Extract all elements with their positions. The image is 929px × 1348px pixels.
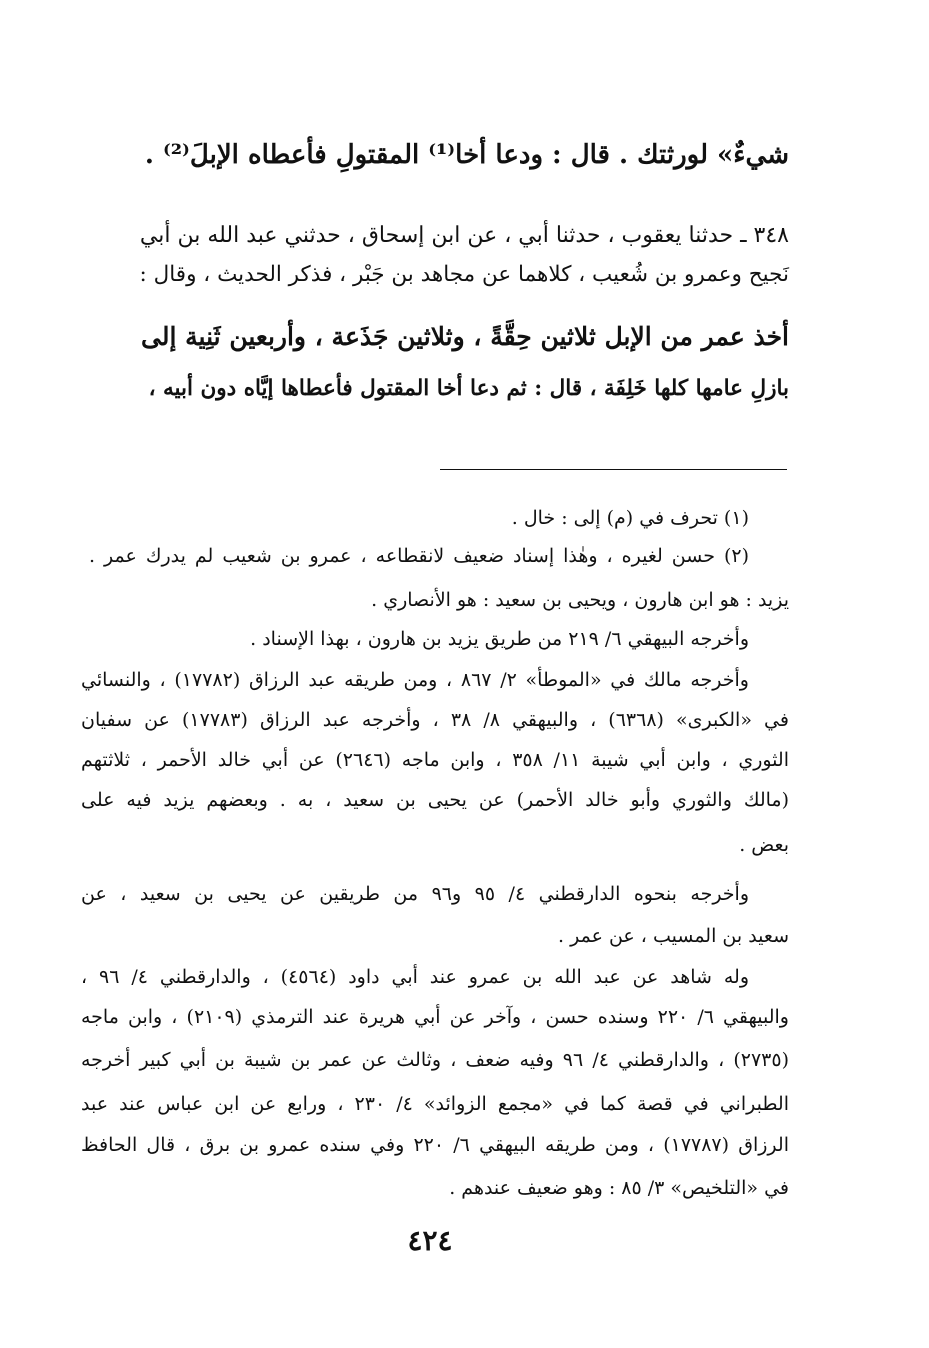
- footnote-2-line: (مالك والثوري وأبو خالد الأحمر) عن يحيى بن سعيد ، به . وبعضهم يزيد فيه على: [81, 789, 789, 811]
- footnote-2-line: (٢) حسن لغيره ، وهٰذا إسناد ضعيف لانقطاعه ، عمرو بن شعيب لم يدرك عمر .: [89, 545, 749, 567]
- footnote-2-line: الثوري ، وابن أبي شيبة ١١/ ٣٥٨ ، وابن ماجه (٢٦٤٦) عن أبي خالد الأحمر ، ثلاثتهم: [81, 749, 789, 771]
- footnote-2-line: وأخرجه مالك في «الموطأ» ٢/ ٨٦٧ ، ومن طريقه عبد الرزاق (١٧٧٨٢) ، والنسائي: [81, 669, 749, 691]
- footnote-2-line: (٢٧٣٥) ، والدارقطني ٤/ ٩٦ وفيه ضعف ، وثالث عن عمر بن شيبة بن أبي كبير أخرجه: [81, 1049, 789, 1071]
- footnote-1: (١) تحرف في (م) إلى : خال .: [511, 507, 749, 529]
- page-number: ٤٢٤: [407, 1224, 453, 1257]
- footnote-2-line: وأخرجه البيهقي ٦/ ٢١٩ من طريق يزيد بن هارون ، بهذا الإسناد .: [250, 628, 749, 650]
- footnote-2-line: سعيد بن المسيب ، عن عمر .: [558, 925, 789, 947]
- footnote-2-line: الرزاق (١٧٧٨٧) ، ومن طريقه البيهقي ٦/ ٢٢٠ وفي سنده عمرو بن برق ، قال الحافظ: [81, 1134, 789, 1156]
- hadith-348-matn-line-1: أخذ عمر من الإبل ثلاثين حِقَّةً ، وثلاثين جَذَعة ، وأربعين ثَنِية إلى: [141, 322, 789, 351]
- footnote-2-line: في «التلخيص» ٣/ ٨٥ : وهو ضعيف عندهم .: [449, 1177, 789, 1199]
- footnote-2-line: الطبراني في قصة كما في «مجمع الزوائد» ٤/ ٢٣٠ ، ورابع عن ابن عباس عند عبد: [81, 1093, 789, 1115]
- footnote-2-line: وأخرجه بنحوه الدارقطني ٤/ ٩٥ و٩٦ من طريقين عن يحيى بن سعيد ، عن: [81, 883, 750, 905]
- footnote-2-line: وله شاهد عن عبد الله بن عمرو عند أبي داود (٤٥٦٤) ، والدارقطني ٤/ ٩٦ ،: [81, 966, 750, 988]
- footnote-2-line: في «الكبرى» (٦٣٦٨) ، والبيهقي ٨/ ٣٨ ، وأخرجه عبد الرزاق (١٧٧٨٣) عن سفيان: [81, 709, 789, 731]
- hadith-348-isnad-line-2: نَجيح وعمرو بن شُعيب ، كلاهما عن مجاهد بن جَبْر ، فذكر الحديث ، وقال :: [139, 262, 789, 287]
- footnote-2-line: بعض .: [739, 834, 789, 856]
- footnote-2-line: يزيد : هو ابن هارون ، ويحيى بن سعيد : هو الأنصاري .: [371, 589, 789, 611]
- hadith-348-matn-line-2: بازلِ عامها كلها خَلِفَة ، قال : ثم دعا أخا المقتول فأعطاها إيَّاه دون أبيه ،: [148, 376, 789, 401]
- footnote-separator: [440, 469, 787, 470]
- continuation-line: شيءٌ» لورثتك . قال : ودعا أخا⁽¹⁾ المقتولِ فأعطاه الإبلَ⁽²⁾ .: [144, 140, 789, 170]
- footnote-2-line: والبيهقي ٦/ ٢٢٠ وسنده حسن ، وآخر عن أبي هريرة عند الترمذي (٢١٠٩) ، وابن ماجه: [81, 1006, 789, 1028]
- hadith-348-isnad-line-1: ٣٤٨ ـ حدثنا يعقوب ، حدثنا أبي ، عن ابن إسحاق ، حدثني عبد الله بن أبي: [139, 223, 789, 248]
